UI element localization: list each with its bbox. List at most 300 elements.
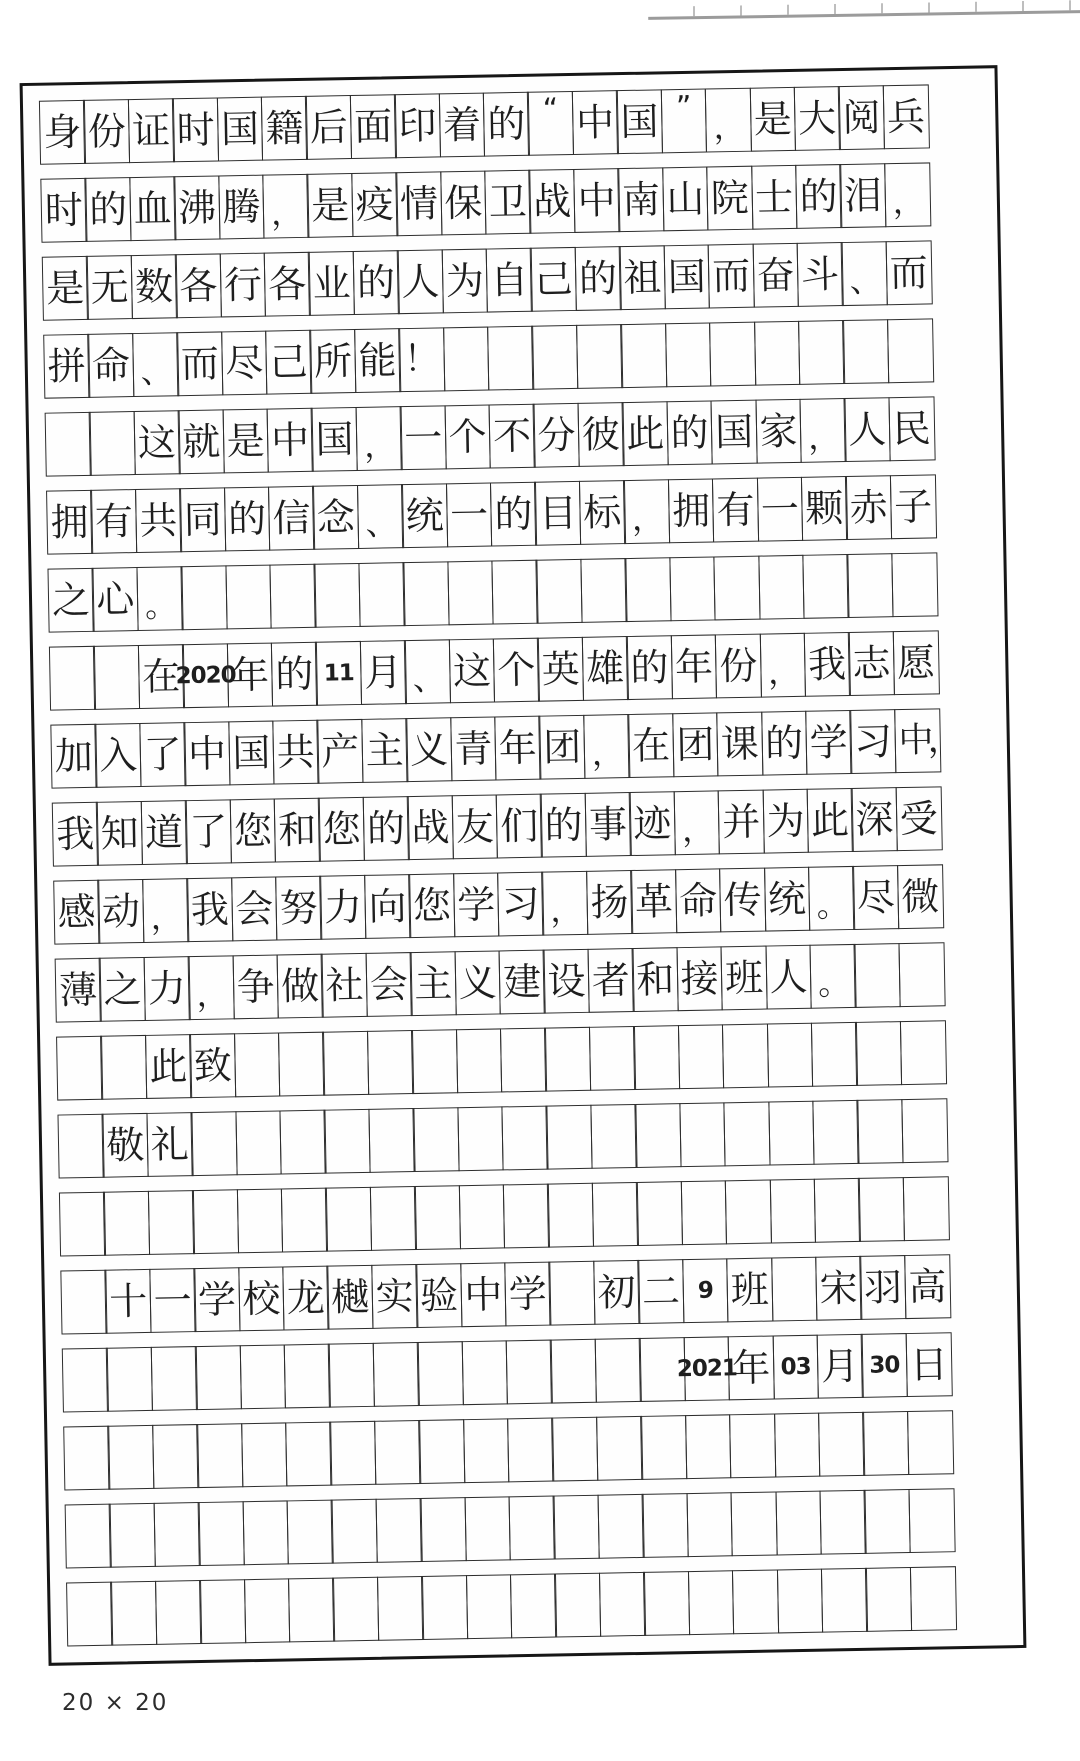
grid-cell: 动	[98, 879, 145, 944]
grid-cell	[287, 1500, 334, 1565]
grid-cell: 身	[39, 100, 86, 165]
grid-cell	[413, 1107, 460, 1172]
grid-cell	[414, 1185, 461, 1250]
grid-cell: 战	[407, 795, 454, 860]
grid-cell: 羽	[860, 1255, 907, 1320]
grid-cell	[902, 1176, 949, 1241]
grid-cell	[507, 1418, 554, 1483]
grid-cell: 各	[175, 253, 222, 318]
grid-row	[45, 395, 987, 476]
grid-cell: 中	[184, 721, 231, 786]
grid-cell	[633, 1025, 680, 1090]
grid-cell: 愿	[892, 630, 939, 695]
grid-cell	[544, 1027, 591, 1092]
grid-cell	[56, 1036, 103, 1101]
grid-cell	[678, 1024, 725, 1089]
grid-cell: 受	[895, 786, 942, 851]
grid-cell: 份	[83, 99, 130, 164]
grid-cell	[57, 1114, 104, 1179]
grid-cell: 而	[885, 240, 932, 305]
grid-cell: 学	[194, 1267, 241, 1332]
grid-cell: 之	[47, 568, 94, 633]
grid-cell	[665, 322, 712, 387]
grid-cell	[49, 646, 96, 711]
grid-cell: 信	[268, 486, 315, 551]
grid-cell: 一	[400, 405, 447, 470]
grid-cell	[729, 1413, 776, 1478]
grid-cell: 的	[85, 177, 132, 242]
grid-cell: ，	[142, 878, 189, 943]
grid-cell: 这	[133, 410, 180, 475]
grid-cell: 有	[712, 478, 759, 543]
grid-cell: 尽	[852, 865, 899, 930]
grid-cell: 卫	[484, 170, 531, 235]
grid-cell: 礼	[146, 1112, 193, 1177]
grid-cell: 在	[628, 713, 675, 778]
grid-cell: 奋	[752, 243, 799, 308]
grid-cell: 2020	[182, 643, 229, 708]
grid-cell	[509, 1496, 556, 1561]
grid-cell: 您	[229, 799, 276, 864]
grid-cell	[723, 1102, 770, 1167]
grid-cell: 、	[841, 241, 888, 306]
grid-cell: 习	[497, 872, 544, 937]
grid-cell: 沸	[174, 175, 221, 240]
grid-cell: 青	[450, 716, 497, 781]
grid-cell: 共	[272, 720, 319, 785]
grid-cell	[325, 1187, 372, 1252]
grid-cell: 2021	[683, 1336, 730, 1401]
grid-row	[63, 1409, 1005, 1490]
grid-cell: 建	[499, 950, 546, 1015]
grid-cell: 学	[805, 710, 852, 775]
grid-row	[66, 1565, 1008, 1646]
grid-cell: 知	[96, 801, 143, 866]
grid-cell: 山	[662, 166, 709, 231]
grid-cell: ，	[673, 790, 720, 855]
grid-cell	[225, 565, 272, 630]
grid-cell	[680, 1180, 727, 1245]
grid-cell: 的	[363, 796, 410, 861]
grid-cell	[847, 553, 894, 618]
grid-row	[52, 785, 994, 866]
grid-cell: 团	[539, 715, 586, 780]
grid-cell	[553, 1495, 600, 1560]
grid-cell: 感	[53, 880, 100, 945]
grid-cell: 我	[804, 632, 851, 697]
grid-cell	[802, 554, 849, 619]
grid-cell: ，	[583, 714, 630, 779]
grid-cell: 而	[708, 244, 755, 309]
grid-cell: 力	[320, 875, 367, 940]
grid-cell	[108, 1425, 155, 1490]
grid-cell	[375, 1498, 422, 1563]
grid-cell: 中	[573, 168, 620, 233]
grid-cell: 十	[105, 1269, 152, 1334]
grid-cell: 课	[716, 712, 763, 777]
grid-cell: 的	[795, 164, 842, 229]
grid-cell	[864, 1489, 911, 1554]
grid-cell: 国	[711, 400, 758, 465]
grid-cell: 颗	[801, 476, 848, 541]
grid-cell: 兵	[882, 84, 929, 149]
grid-row	[59, 1175, 1001, 1256]
grid-cell: 的	[761, 711, 808, 776]
grid-cell	[322, 1031, 369, 1096]
grid-cell	[812, 1100, 859, 1165]
grid-cell: 习	[850, 709, 897, 774]
grid-cell	[550, 1339, 597, 1404]
grid-cell: 月	[360, 640, 407, 705]
grid-cell: 标	[579, 480, 626, 545]
grid-cell: 一	[446, 483, 493, 548]
grid-cell	[599, 1572, 646, 1637]
grid-cell: 时	[40, 178, 87, 243]
grid-cell: 并	[718, 790, 765, 855]
grid-cell	[766, 1023, 813, 1088]
grid-cell	[463, 1418, 510, 1483]
grid-cell	[66, 1582, 113, 1647]
grid-cell	[269, 564, 316, 629]
grid-cell: 人	[765, 945, 812, 1010]
grid-cell	[461, 1340, 508, 1405]
grid-cell: 有	[90, 489, 137, 554]
grid-cell: 的	[224, 487, 271, 552]
grid-cell: 而	[176, 331, 223, 396]
grid-cell: 月	[817, 1334, 864, 1399]
grid-cell: ，	[262, 174, 309, 239]
grid-cell: 时	[172, 97, 219, 162]
grid-cell: ，	[623, 479, 670, 544]
grid-cell: 年	[670, 634, 717, 699]
grid-cell: 尽	[221, 331, 268, 396]
grid-cell	[196, 1423, 243, 1488]
grid-cell	[418, 1419, 465, 1484]
grid-row	[60, 1253, 1002, 1334]
grid-cell: 社	[321, 953, 368, 1018]
grid-row	[46, 473, 988, 554]
grid-row	[57, 1097, 999, 1178]
grid-cell: 会	[365, 952, 412, 1017]
grid-cell: 个	[444, 405, 491, 470]
grid-cell	[93, 645, 140, 710]
grid-cell	[417, 1341, 464, 1406]
grid-cell	[862, 1411, 909, 1476]
grid-cell: 龙	[282, 1266, 329, 1331]
grid-cell: 拥	[668, 478, 715, 543]
grid-cell	[244, 1578, 291, 1643]
grid-cell: 南	[618, 167, 665, 232]
grid-cell	[552, 1417, 599, 1482]
grid-cell	[62, 1348, 109, 1413]
grid-cell	[374, 1420, 421, 1485]
grid-cell: 的	[626, 635, 673, 700]
grid-cell	[181, 565, 228, 630]
grid-cell: 微	[897, 864, 944, 929]
grid-cell: 能	[354, 328, 401, 393]
grid-cell: 是	[749, 87, 796, 152]
grid-cell	[821, 1568, 868, 1633]
grid-cell: 是	[42, 256, 89, 321]
grid-cell	[686, 1492, 733, 1557]
grid-cell: 了	[185, 799, 232, 864]
grid-cell	[241, 1422, 288, 1487]
grid-cell: 义	[406, 717, 453, 782]
grid-cell	[457, 1106, 504, 1171]
grid-cell: 学	[504, 1262, 551, 1327]
grid-cell	[769, 1179, 816, 1244]
grid-cell	[411, 1029, 458, 1094]
grid-cell: ，	[884, 162, 931, 227]
grid-cell: 这	[448, 638, 495, 703]
grid-cell: 11	[315, 641, 362, 706]
grid-cell	[279, 1110, 326, 1175]
grid-cell	[709, 322, 756, 387]
grid-cell	[506, 1340, 553, 1405]
grid-cell	[59, 1192, 106, 1257]
grid-cell: 是	[222, 409, 269, 474]
grid-cell: ，	[799, 398, 846, 463]
grid-cell: 日	[905, 1332, 952, 1397]
grid-cell: 年	[728, 1335, 775, 1400]
grid-cell: 事	[585, 792, 632, 857]
grid-cell	[669, 556, 716, 621]
grid-cell	[549, 1261, 596, 1326]
grid-cell: 无	[86, 255, 133, 320]
grid-cell: 人	[397, 249, 444, 314]
grid-cell	[776, 1569, 823, 1634]
grid-cell: 友	[451, 794, 498, 859]
grid-cell: ，	[705, 88, 752, 153]
grid-cell: 数	[131, 254, 178, 319]
grid-cell	[907, 1410, 954, 1475]
grid-cell: 己	[530, 247, 577, 312]
grid-cell: 国	[311, 407, 358, 472]
grid-cell: 设	[543, 949, 590, 1014]
grid-cell: 此	[145, 1034, 192, 1099]
grid-cell	[153, 1502, 200, 1567]
grid-cell: 年	[494, 716, 541, 781]
grid-cell: 扬	[586, 870, 633, 935]
grid-cell	[421, 1575, 468, 1640]
grid-cell	[328, 1343, 375, 1408]
grid-cell	[503, 1184, 550, 1249]
grid-cell: 的	[666, 400, 713, 465]
grid-cell: 一	[149, 1268, 196, 1333]
grid-cell	[152, 1424, 199, 1489]
grid-cell: 保	[440, 171, 487, 236]
grid-cell: 腾	[218, 175, 265, 240]
grid-cell: 家	[755, 399, 802, 464]
grid-cell: 迹	[629, 791, 676, 856]
grid-cell	[731, 1491, 778, 1556]
grid-cell: 斗	[797, 242, 844, 307]
grid-cell: 我	[186, 877, 233, 942]
grid-cell	[900, 1020, 947, 1085]
grid-cell: 一	[756, 477, 803, 542]
grid-cell	[679, 1102, 726, 1167]
grid-cell: 民	[888, 396, 935, 461]
grid-cell: 泪	[840, 163, 887, 228]
grid-cell	[596, 1416, 643, 1481]
grid-cell	[60, 1270, 107, 1335]
grid-cell: 所	[310, 329, 357, 394]
grid-cell	[754, 321, 801, 386]
grid-cell	[109, 1503, 156, 1568]
grid-cell: ，	[542, 871, 589, 936]
grid-cell: “	[527, 91, 574, 156]
grid-cell	[45, 412, 92, 477]
grid-cell: 各	[264, 252, 311, 317]
grid-cell	[855, 1021, 902, 1086]
grid-cell: 和	[632, 947, 679, 1012]
grid-cell	[332, 1577, 379, 1642]
grid-cell: 份	[715, 634, 762, 699]
grid-cell	[775, 1491, 822, 1556]
grid-cell: 我	[52, 802, 99, 867]
composition-sheet	[20, 65, 1027, 1666]
grid-cell: 。	[808, 866, 855, 931]
grid-cell: 您	[408, 873, 455, 938]
grid-cell	[774, 1413, 821, 1478]
grid-cell: 接	[676, 946, 723, 1011]
grid-cell	[819, 1490, 866, 1555]
grid-cell	[814, 1178, 861, 1243]
grid-row	[47, 551, 989, 632]
grid-cell: 分	[533, 403, 580, 468]
grid-cell	[191, 1111, 238, 1176]
grid-row	[49, 629, 991, 710]
grid-cell: 传	[719, 868, 766, 933]
grid-cell: 的	[490, 482, 537, 547]
grid-cell: 赤	[845, 475, 892, 540]
grid-cell	[725, 1180, 772, 1245]
grid-cell	[580, 558, 627, 623]
grid-cell: 会	[231, 877, 278, 942]
grid-cell: 院	[706, 166, 753, 231]
grid-cell: 的	[575, 246, 622, 311]
grid-cell: 英	[537, 637, 584, 702]
grid-cell: 的	[271, 642, 318, 707]
grid-cell: 校	[238, 1266, 285, 1331]
grid-cell: 是	[307, 173, 354, 238]
grid-row	[40, 161, 982, 242]
grid-cell: 念	[312, 485, 359, 550]
grid-cell: 此	[622, 401, 669, 466]
grid-cell	[901, 1098, 948, 1163]
grid-cell	[713, 556, 760, 621]
grid-cell: ，	[188, 955, 235, 1020]
grid-cell: 。	[809, 944, 856, 1009]
grid-cell	[155, 1580, 202, 1645]
grid-cell: 籍	[261, 96, 308, 161]
grid-cell	[330, 1421, 377, 1486]
grid-cell: 同	[179, 487, 226, 552]
grid-cell: 子	[890, 474, 937, 539]
grid-cell: 拥	[46, 490, 93, 555]
grid-cell	[331, 1499, 378, 1564]
grid-cell	[443, 327, 490, 392]
grid-cell: 、	[132, 332, 179, 397]
grid-cell: 入	[95, 723, 142, 788]
grid-cell: 志	[848, 631, 895, 696]
grid-cell	[732, 1569, 779, 1634]
grid-cell	[420, 1497, 467, 1562]
grid-cell	[65, 1504, 112, 1569]
grid-cell: 的	[483, 92, 530, 157]
grid-cell: 初	[593, 1260, 640, 1325]
grid-cell	[842, 319, 889, 384]
grid-cell	[368, 1108, 415, 1173]
grid-cell	[910, 1566, 957, 1631]
grid-cell	[195, 1345, 242, 1410]
grid-cell	[768, 1101, 815, 1166]
grid-cell	[151, 1346, 198, 1411]
grid-cell	[235, 1110, 282, 1175]
grid-cell	[597, 1494, 644, 1559]
grid-cell	[811, 1022, 858, 1087]
grid-cell: 自	[486, 248, 533, 313]
grid-cell: 共	[135, 488, 182, 553]
grid-cell: 为	[441, 249, 488, 314]
grid-cell	[456, 1028, 503, 1093]
grid-cell	[635, 1103, 682, 1168]
grid-cell: 雄	[582, 636, 629, 701]
grid-cell: 努	[275, 876, 322, 941]
paper-size-label: 20 × 20	[62, 1690, 169, 1716]
grid-cell: 敬	[102, 1113, 149, 1178]
grid-cell	[288, 1578, 335, 1643]
grid-cell	[239, 1344, 286, 1409]
grid-cell: 樾	[327, 1265, 374, 1330]
grid-cell	[771, 1257, 818, 1322]
grid-cell: 统	[764, 867, 811, 932]
grid-cell: 道	[141, 800, 188, 865]
grid-cell	[63, 1426, 110, 1491]
grid-cell: 验	[416, 1263, 463, 1328]
grid-cell: 高	[904, 1254, 951, 1319]
grid-cell	[858, 1177, 905, 1242]
grid-cell: 争	[232, 955, 279, 1020]
grid-cell	[285, 1422, 332, 1487]
grid-cell: 力	[143, 956, 190, 1021]
grid-cell: 主	[410, 951, 457, 1016]
grid-cell	[491, 560, 538, 625]
grid-cell	[722, 1024, 769, 1089]
grid-cell: 国	[663, 244, 710, 309]
grid-cell: 命	[88, 333, 135, 398]
grid-cell	[487, 326, 534, 391]
grid-row	[62, 1331, 1004, 1412]
grid-cell	[106, 1347, 153, 1412]
grid-cell	[373, 1342, 420, 1407]
grid-cell: 证	[128, 98, 175, 163]
grid-cell	[367, 1030, 414, 1095]
grid-cell	[546, 1105, 593, 1170]
grid-cell: 阅	[838, 85, 885, 150]
grid-cell: ”	[660, 89, 707, 154]
grid-row	[55, 941, 997, 1022]
grid-cell: 学	[453, 872, 500, 937]
grid-row	[65, 1487, 1007, 1568]
writing-grid	[39, 83, 1008, 1646]
grid-cell: 您	[318, 797, 365, 862]
grid-cell	[590, 1104, 637, 1169]
grid-cell	[818, 1412, 865, 1477]
grid-cell: 大	[794, 86, 841, 151]
grid-cell	[278, 1032, 325, 1097]
grid-cell: 中	[267, 408, 314, 473]
